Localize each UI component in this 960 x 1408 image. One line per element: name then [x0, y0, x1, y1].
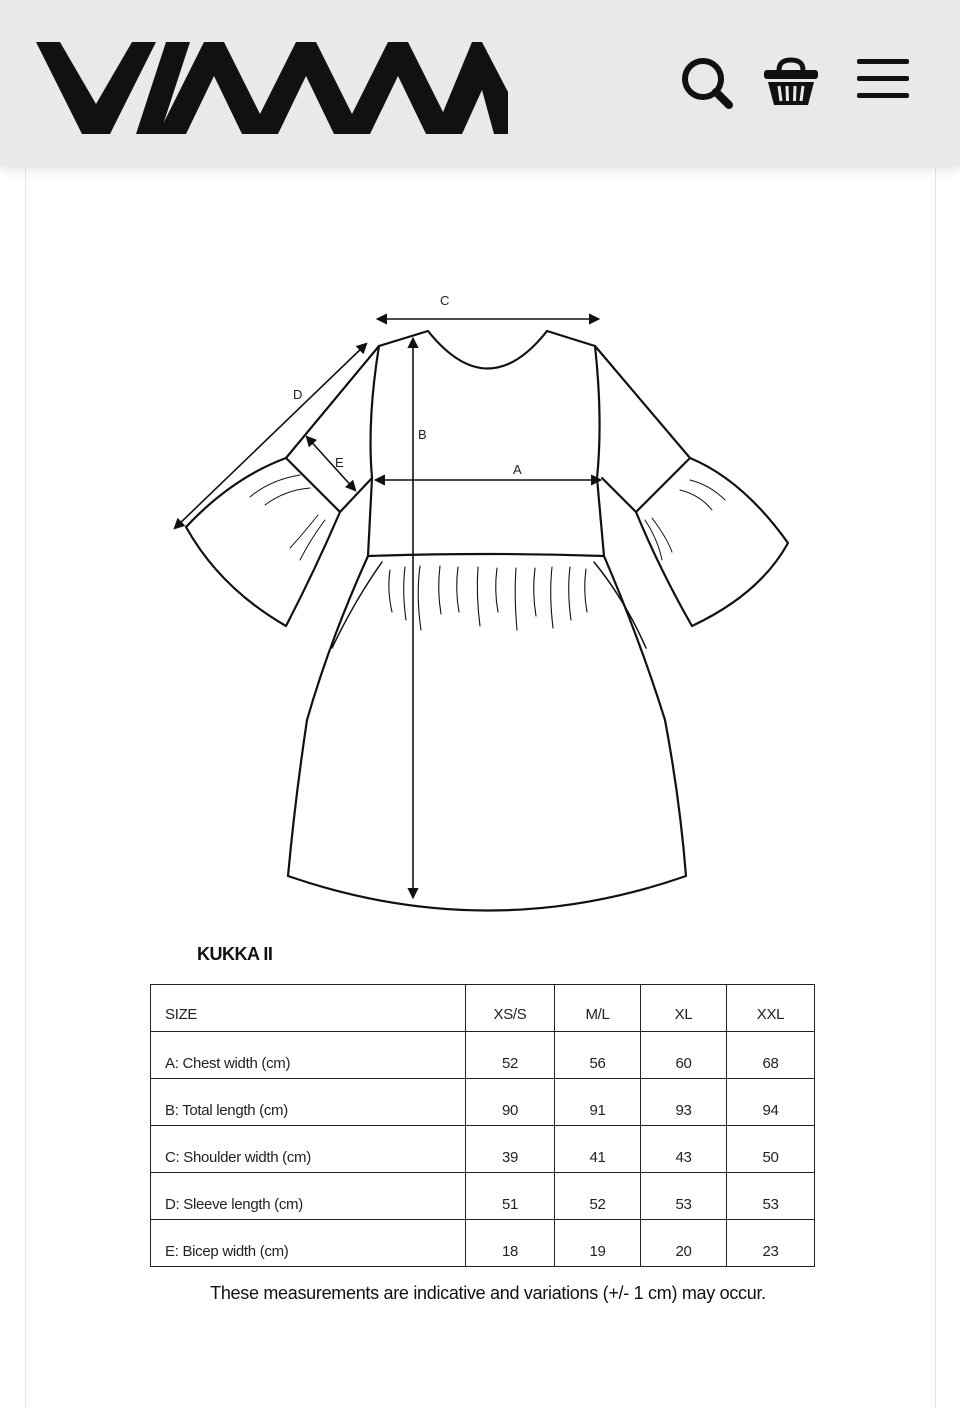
- cell-value: 39: [466, 1126, 555, 1173]
- basket-icon: [761, 52, 821, 112]
- table-row: [151, 1032, 815, 1079]
- table-row: [151, 1126, 815, 1173]
- search-icon: [676, 52, 736, 112]
- row-label: E: Bicep width (cm): [151, 1220, 466, 1267]
- header-m-l: M/L: [555, 985, 641, 1032]
- product-name: KUKKA II: [197, 944, 273, 964]
- table-row: [151, 1079, 815, 1126]
- menu-button[interactable]: [853, 52, 913, 112]
- table-row: [151, 1173, 815, 1220]
- size-chart-table: [150, 984, 815, 1267]
- cell-value: 91: [555, 1079, 641, 1126]
- row-label: C: Shoulder width (cm): [151, 1126, 466, 1173]
- cell-value: 90: [466, 1079, 555, 1126]
- site-header: [0, 0, 960, 167]
- cell-value: 52: [466, 1032, 555, 1079]
- cell-value: 53: [641, 1173, 727, 1220]
- row-label: B: Total length (cm): [151, 1079, 466, 1126]
- cell-value: 20: [641, 1220, 727, 1267]
- table-header-row: [151, 985, 815, 1032]
- label-b: B: [418, 427, 427, 442]
- cell-value: 52: [555, 1173, 641, 1220]
- cell-value: 51: [466, 1173, 555, 1220]
- label-d: D: [293, 387, 303, 402]
- header-xxl: XXL: [727, 985, 815, 1032]
- cell-value: 60: [641, 1032, 727, 1079]
- basket-button[interactable]: [761, 52, 821, 112]
- cell-value: 19: [555, 1220, 641, 1267]
- row-label: D: Sleeve length (cm): [151, 1173, 466, 1220]
- hamburger-menu-icon: [853, 52, 913, 112]
- cell-value: 43: [641, 1126, 727, 1173]
- cell-value: 94: [727, 1079, 815, 1126]
- table-row: [151, 1220, 815, 1267]
- dress-measurement-diagram: [160, 288, 800, 918]
- search-button[interactable]: [676, 52, 736, 112]
- cell-value: 68: [727, 1032, 815, 1079]
- cell-value: 53: [727, 1173, 815, 1220]
- cell-value: 50: [727, 1126, 815, 1173]
- cell-value: 41: [555, 1126, 641, 1173]
- vimma-logo[interactable]: [36, 40, 510, 136]
- cell-value: 23: [727, 1220, 815, 1267]
- cell-value: 18: [466, 1220, 555, 1267]
- row-label: A: Chest width (cm): [151, 1032, 466, 1079]
- cell-value: 93: [641, 1079, 727, 1126]
- header-xl: XL: [641, 985, 727, 1032]
- header-size: SIZE: [151, 985, 466, 1032]
- label-a: A: [513, 462, 522, 477]
- measurement-note: These measurements are indicative and variations (+/- 1 cm) may occur.: [210, 1283, 766, 1303]
- cell-value: 56: [555, 1032, 641, 1079]
- header-xs-s: XS/S: [466, 985, 555, 1032]
- label-e: E: [335, 455, 344, 470]
- label-c: C: [440, 293, 450, 308]
